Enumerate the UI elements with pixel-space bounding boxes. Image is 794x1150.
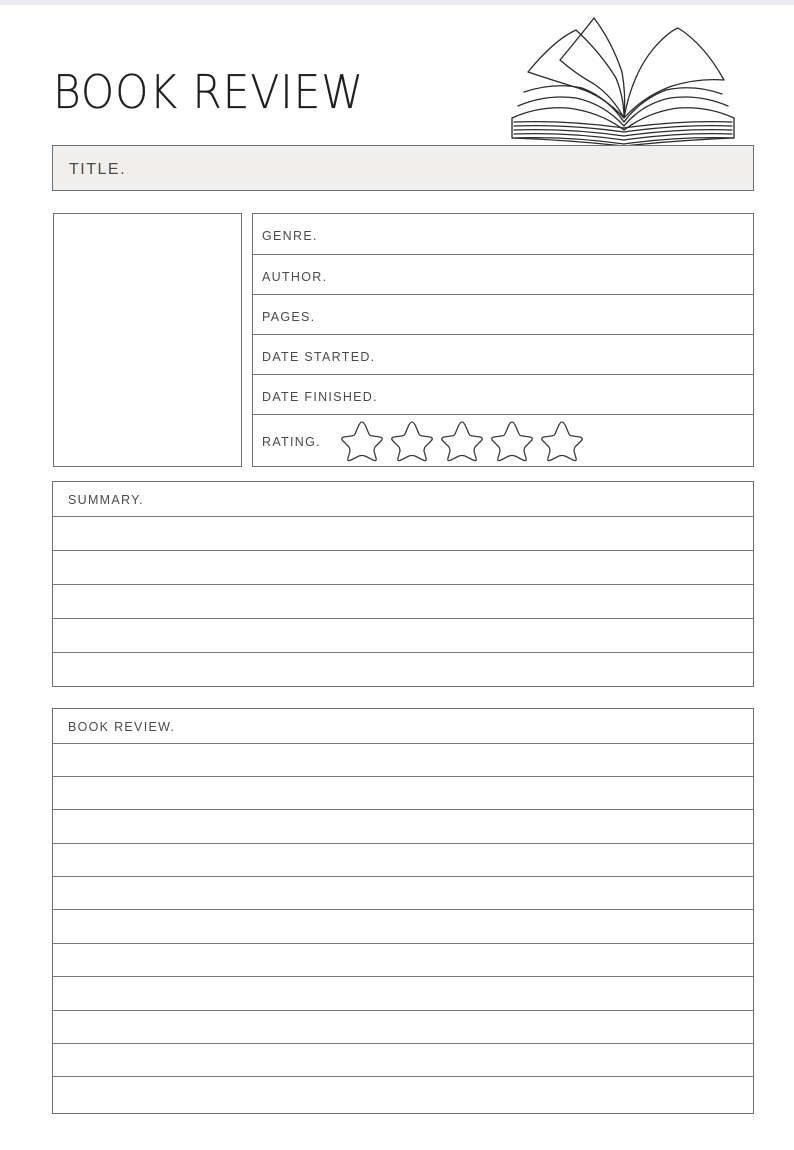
writing-line	[53, 776, 753, 777]
book-info-box	[252, 213, 754, 467]
author-row[interactable]	[253, 255, 753, 295]
writing-line	[53, 943, 753, 944]
date-started-row[interactable]	[253, 335, 753, 375]
open-book-icon	[508, 14, 738, 146]
writing-line	[53, 1010, 753, 1011]
writing-line	[53, 876, 753, 877]
genre-label: GENRE.	[262, 229, 318, 243]
rating-label: RATING.	[262, 435, 321, 449]
writing-line	[53, 516, 753, 517]
writing-line	[53, 1043, 753, 1044]
top-band	[0, 0, 794, 5]
star-outline-icon[interactable]	[439, 419, 485, 463]
date-finished-label: DATE FINISHED.	[262, 390, 378, 404]
book-cover-box[interactable]	[53, 213, 242, 467]
writing-line	[53, 809, 753, 810]
genre-row[interactable]	[253, 214, 753, 255]
star-outline-icon[interactable]	[489, 419, 535, 463]
author-label: AUTHOR.	[262, 270, 328, 284]
star-outline-icon[interactable]	[389, 419, 435, 463]
writing-line	[53, 1076, 753, 1077]
writing-line	[53, 976, 753, 977]
writing-line	[53, 584, 753, 585]
writing-line	[53, 550, 753, 551]
writing-line	[53, 843, 753, 844]
title-label: TITLE.	[69, 161, 127, 178]
summary-label: SUMMARY.	[68, 493, 144, 507]
book-review-box[interactable]	[52, 708, 754, 1114]
pages-label: PAGES.	[262, 310, 316, 324]
rating-stars	[339, 419, 585, 463]
star-outline-icon[interactable]	[339, 419, 385, 463]
writing-line	[53, 618, 753, 619]
star-outline-icon[interactable]	[539, 419, 585, 463]
writing-line	[53, 743, 753, 744]
page-heading: BOOK REVIEW	[53, 65, 365, 119]
date-started-label: DATE STARTED.	[262, 350, 376, 364]
date-finished-row[interactable]	[253, 375, 753, 415]
book-review-label: BOOK REVIEW.	[68, 720, 176, 734]
writing-line	[53, 652, 753, 653]
title-field[interactable]	[52, 145, 754, 191]
rating-row	[253, 415, 753, 466]
pages-row[interactable]	[253, 295, 753, 335]
summary-box[interactable]	[52, 481, 754, 687]
writing-line	[53, 909, 753, 910]
